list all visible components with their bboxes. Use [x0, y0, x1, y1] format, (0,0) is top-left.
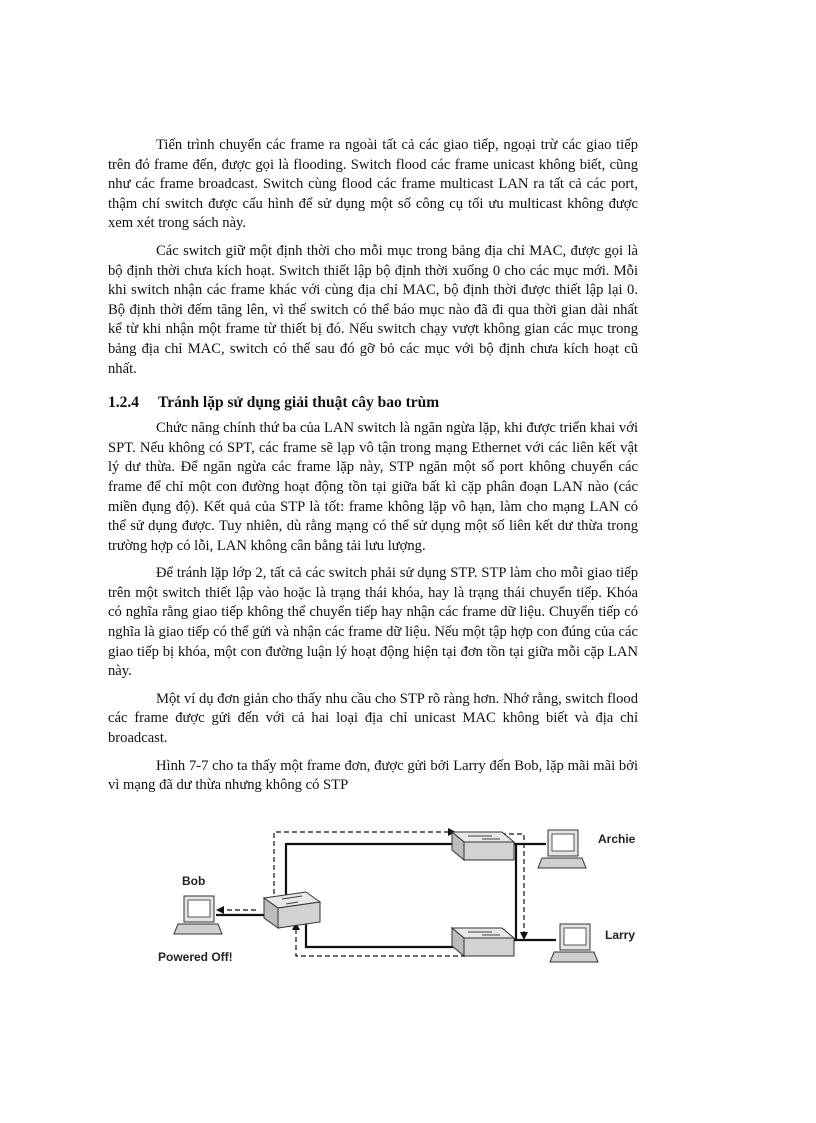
archie-label: Archie — [598, 832, 636, 846]
document-page — [108, 136, 638, 804]
network-loop-figure — [156, 822, 646, 972]
paragraph-flooding: Tiến trình chuyển các frame ra ngoài tất cả các giao tiếp, ngoại trừ các giao tiếp trên đó frame đến, được gọi là flooding. Switch flood các frame unicast không biết, cũng như các frame broadcast. Switch cùng flood các frame multicast LAN ra tất cả các port, thậm chí switch được cấu hình để sử dụng một số công cụ tối ưu multicast không được xem xét trong sách này. — [108, 137, 638, 232]
section-heading — [108, 393, 638, 413]
paragraph-example: Một ví dụ đơn giản cho thấy nhu cầu cho STP rõ ràng hơn. Nhớ rằng, switch flood các frame được gửi đến với cả hai loại địa chỉ unicast MAC không biết và địa chỉ broadcast. — [108, 690, 638, 747]
bob-label: Bob — [182, 874, 206, 888]
bob-computer — [174, 896, 222, 934]
paragraph-mac-timer: Các switch giữ một định thời cho mỗi mục trong bảng địa chỉ MAC, được gọi là bộ định thời chưa kích hoạt. Switch thiết lập bộ định thời xuống 0 cho các mục mới. Mỗi khi switch nhận các frame khác với cùng địa chỉ MAC, bộ định thời được thiết lập lại 0. Bộ định thời đếm tăng lên, vì thế switch có thể báo mục nào đã đi qua thời gian dài nhất kể từ khi nhận một frame từ thiết bị đó. Nếu switch chạy vượt không gian các mục trong bảng địa chỉ MAC, switch có thể sau đó gỡ bỏ các mục với bộ định chưa kích hoạt cũ nhất. — [108, 242, 638, 377]
switch-top — [452, 832, 514, 860]
paragraph-stp-states: Để tránh lặp lớp 2, tất cả các switch phải sử dụng STP. STP làm cho mỗi giao tiếp trên một switch thiết lập vào hoặc là trạng thái khóa, hay là trạng thái chuyển tiếp. Khóa có nghĩa rằng giao tiếp không thể chuyển tiếp hay nhận các frame dữ liệu. Chuyển tiếp có nghĩa là giao tiếp có thể gửi và nhận các frame dữ liệu. Nếu một tập hợp con đúng của các giao tiếp bị khóa, một con đường luận lý hoạt động hiện tại đơn tồn tại giữa mỗi cặp LAN này. — [108, 565, 638, 680]
paragraph-loop-prevention: Chức năng chính thứ ba của LAN switch là ngăn ngừa lặp, khi được triển khai với SPT. Nếu không có SPT, các frame sẽ lạp vô tận trong mạng Ethernet với các liên kết vật lý dư thừa. Để ngăn ngừa các frame lặp này, STP ngăn một số port không chuyển các frame để chỉ một con đường hoạt động tồn tại giữa bất kì cặp phân đoạn LAN nào (các miền đụng độ). Kết quả của STP là tốt: frame không lặp vô hạn, làm cho mạng LAN có thể sử dụng được. Tuy nhiên, dù rằng mạng có thể sử dụng một số liên kết dư thừa trong trường hợp có lỗi, LAN không cân bằng tải lưu lượng. — [108, 420, 638, 554]
section-number: 1.2.4 — [108, 394, 139, 412]
switch-left — [264, 892, 320, 928]
bob-status-label: Powered Off! — [158, 950, 233, 964]
archie-computer — [538, 830, 586, 868]
larry-label: Larry — [605, 928, 636, 942]
section-title: Tránh lặp sử dụng giải thuật cây bao trùm — [158, 394, 440, 412]
paragraph-figure-intro: Hình 7-7 cho ta thấy một frame đơn, được gửi bởi Larry đến Bob, lặp mãi mãi bởi vì mạng đã dư thừa nhưng không có STP — [108, 757, 638, 794]
larry-computer — [550, 924, 598, 962]
switch-bottom — [452, 928, 514, 956]
